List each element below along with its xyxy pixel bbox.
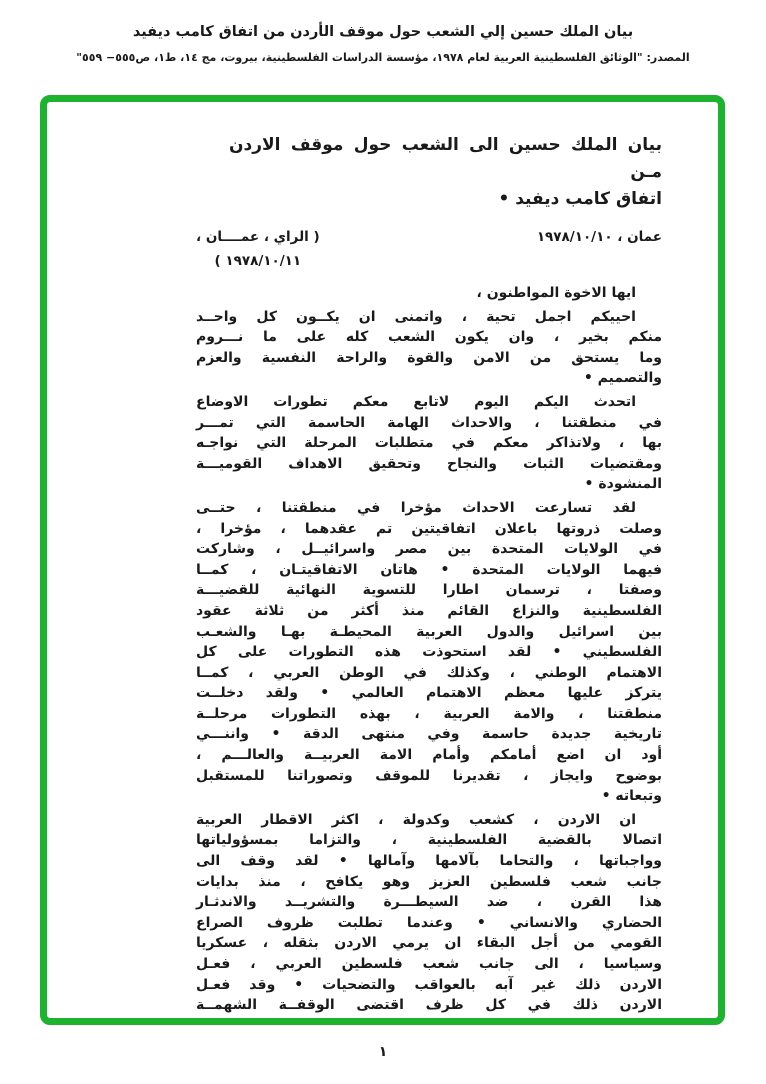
- text-line: وما يستحق من الامن والقوة والراحة النفسية والعزم: [196, 349, 662, 366]
- text-line: يتركز عليها معظم الاهتمام العالمي • ولقد دخلــت: [196, 685, 662, 702]
- dateline-source-line: ١٩٧٨/١٠/١١ ): [214, 253, 302, 269]
- text-line: وصفتا ، ترسمان اطارا للتسوية النهائية للقضيـــة: [196, 582, 662, 599]
- text-line: ان الاردن ، كشعب وكدولة ، اكثر الاقطار العربية: [196, 811, 636, 828]
- text-line: بها ، ولاتذاكر معكم في متطلبات المرحلة التي نواجـه: [196, 435, 662, 452]
- text-line: اتصالا بالقضية الفلسطينية ، والتزاما بمسؤولياتها: [196, 832, 662, 849]
- text-line: جانب شعب فلسطين العزيز وهو يكافح ، منذ بدايات: [196, 873, 662, 890]
- text-line: تاريخية جديدة حاسمة وفي منتهى الدقة • واننـــي: [196, 726, 662, 743]
- document-body: [196, 132, 662, 1019]
- page-header-title: بيان الملك حسين إلي الشعب حول موقف الأردن من اتفاق كامب ديفيد: [132, 24, 634, 40]
- text-line: وتبعاته •: [601, 788, 662, 805]
- text-line: الاهتمام الوطني ، وكذلك في الوطن العربي ، كمــا: [196, 664, 662, 681]
- dateline-source: [196, 225, 320, 273]
- text-line: الفلسطينية والنزاع القائم منذ أكثر من ثلاثة عقود: [196, 602, 662, 619]
- text-line: بوضوح وايجاز ، تقديرنا للموقف وتصوراتنا للمستقبل: [196, 767, 662, 784]
- text-line: الفلسطيني • لقد استحوذت هذه التطورات على كل: [196, 644, 662, 661]
- dateline: [196, 225, 662, 273]
- text-line: ومقتضيات الثبات والنجاح وتحقيق الاهداف القوميـــة: [196, 455, 662, 472]
- text-line: ايها الاخوة المواطنون ،: [476, 285, 636, 301]
- text-line: المنشودة •: [584, 476, 662, 493]
- text-line: في الولايات المتحدة بين مصر واسرائيــل ، وشاركت: [196, 541, 662, 558]
- document-title: [229, 132, 662, 213]
- page-header-source: المصدر: "الوثائق الفلسطينية العربية لعام ١٩٧٨، مؤسسة الدراسات الفلسطينية، بيروت، مج ١٤، ط١، ص٥٥٥− ٥٥٩": [76, 51, 690, 64]
- text-line: هذا القرن ، ضد السيطـــرة والتشريــد والاندثـار: [196, 894, 662, 911]
- text-line: اتحدث اليكم اليوم لاتابع معكم تطورات الاوضاع: [196, 393, 636, 410]
- dateline-source-line: ( الراي ، عمــــان ،: [196, 229, 320, 245]
- paragraph: [196, 810, 662, 1016]
- page-number: ١: [378, 1044, 388, 1060]
- text-line: وسياسيا ، الى جانب شعب فلسطين العربي ، فعـل: [196, 956, 662, 972]
- paragraph: [196, 283, 662, 304]
- text-line: لقد تسارعت الاحداث مؤخرا في منطقتنا ، حتــى: [196, 499, 636, 516]
- text-line: احييكم اجمل تحية ، واتمنى ان يكــون كل واحــد: [196, 308, 636, 325]
- document-frame: [40, 95, 725, 1025]
- text-line: الحضاري والانساني • وعندما تطلبت ظروف الصراع: [196, 914, 662, 931]
- text-line: الاردن ذلك في كل ظرف اقتضى الوقفــة الشهمــة: [196, 997, 662, 1014]
- text-line: بين اسرائيل والدول العربية المحيطـة بهـا والشعـب: [196, 623, 662, 640]
- dateline-place-date: عمان ، ١٩٧٨/١٠/١٠: [536, 229, 662, 245]
- text-line: أود ان اضع أمامكم وأمام الامة العربيــة والعالـــم ،: [196, 747, 662, 764]
- text-line: فيهما الولايات المتحدة • هاتان الاتفاقيتـان ، كمــا: [196, 561, 662, 578]
- text-line: وصلت ذروتها باعلان اتفاقيتين تم عقدهما ، مؤخرا ،: [196, 520, 662, 537]
- paragraph: [196, 307, 662, 389]
- text-line: القومي من أجل البقاء ان يرمي الاردن بثقله ، عسكريا: [196, 935, 662, 952]
- document-title-line: بيان الملك حسين الى الشعب حول موقف الاردن مـن: [229, 135, 662, 182]
- text-line: الاردن ذلك غير آبه بالعواقب والتضحيات • وقد فعـل: [196, 976, 662, 993]
- text-line: في منطقتنا ، والاحداث الهامة الحاسمة التي تمـــر: [196, 414, 662, 431]
- text-line: منكم بخير ، وان يكون الشعب كله على ما نـــروم: [196, 329, 662, 346]
- document-paragraphs: [196, 283, 662, 1016]
- text-line: وواجباتها ، والتحاما بآلامها وآمالها • لقد وقف الى: [196, 853, 662, 870]
- text-line: منطقتنا ، والامة العربية ، بهذه التطورات مرحلــة: [196, 705, 662, 722]
- text-line: والتصميم •: [583, 370, 662, 387]
- document-title-line: اتفاق كامب ديفيد •: [498, 189, 662, 209]
- paragraph: [196, 392, 662, 495]
- paragraph: [196, 498, 662, 807]
